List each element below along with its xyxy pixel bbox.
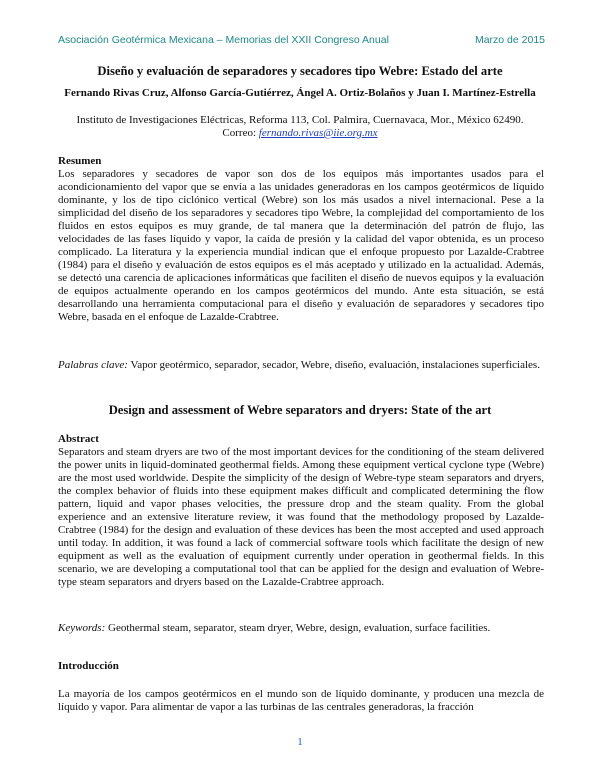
page-number: 1 <box>297 736 303 748</box>
email-label: Correo: <box>222 127 257 139</box>
paper-title-es: Diseño y evaluación de separadores y secadores tipo Webre: Estado del arte <box>97 64 503 78</box>
abstract-heading: Abstract <box>58 433 99 445</box>
resumen-body: Los separadores y secadores de vapor son dos de los equipos más importantes usados para el acondicionamiento del vapor que se envía a las unidades generadoras en los campos geotérmicos de líquido dominante, y los de tipo ciclónico vertical (Webre) son los más usados a nivel internacional. Pese a la simplicidad del diseño de los separadores y secadores tipo Webre, la complejidad del comportamiento de los fluidos en estos equipos es muy grande, de tal manera que la determinación del patrón de flujo, las velocidades de las fases líquido y vapor, la caída de presión y la calidad del vapor obtenida, es un proceso complicado. La literatura y la experiencia mundial indican que el enfoque propuesto por Lazalde-Crabtree (1984) para el diseño y evaluación de estos equipos es el más aceptado y utilizado en la actualidad. Además, se detectó una carencia de aplicaciones informáticas que faciliten el diseño de nuevos equipos y la evaluación de equipos actualmente operando en los campos geotérmicos del mundo. Ante esta situación, se está desarrollando una herramienta computacional para el diseño y evaluación de separadores y secadores tipo Webre, basada en el enfoque de Lazalde-Crabtree. <box>58 168 544 323</box>
palabras-clave-label: Palabras clave: <box>58 359 128 371</box>
paper-title-en: Design and assessment of Webre separators and dryers: State of the art <box>108 403 492 417</box>
affiliation: Instituto de Investigaciones Eléctricas, Reforma 113, Col. Palmira, Cuernavaca, Mor., México 62490. <box>76 114 524 126</box>
contact-line <box>30 127 570 139</box>
author-list: Fernando Rivas Cruz, Alfonso García-Gutiérrez, Ángel A. Ortiz-Bolaños y Juan I. Martínez-Estrella <box>64 87 536 99</box>
palabras-clave <box>58 359 544 372</box>
running-header <box>58 34 545 46</box>
email-link[interactable]: fernando.rivas@iie.org.mx <box>258 127 378 139</box>
introduccion-heading: Introducción <box>58 660 119 672</box>
abstract-body: Separators and steam dryers are two of the most important devices for the conditioning of the steam delivered the power units in liquid-dominated geothermal fields. Among these equipment vertical cyclone type (Webre) are the most used worldwide. Despite the simplicity of the design of Webre-type steam separators and dryers, the complex behavior of fluids into these equipment makes difficult and complicated determining the flow pattern, liquid and vapor phases velocities, the pressure drop and the steam quality. From the global experience and an extensive literature review, it was found that the methodology proposed by Lazalde-Crabtree (1984) for the design and evaluation of these devices has been the most accepted and used approach until today. In addition, it was found a lack of commercial software tools which facilitate the design of new equipment as well as the evaluation of equipment currently under operation in geothermal fields. In this scenario, we are developing a computational tool that can be applied for the design and evaluation of Webre-type steam separators and dryers based on the Lazalde-Crabtree approach. <box>58 446 544 588</box>
palabras-clave-text: Vapor geotérmico, separador, secador, Webre, diseño, evaluación, instalaciones superficiales. <box>127 359 540 371</box>
keywords-label: Keywords: <box>58 622 106 634</box>
header-conference: Asociación Geotérmica Mexicana – Memorias del XXII Congreso Anual <box>58 34 389 46</box>
header-date: Marzo de 2015 <box>474 34 545 46</box>
keywords <box>58 622 544 635</box>
resumen-heading: Resumen <box>58 155 102 167</box>
keywords-text: Geothermal steam, separator, steam dryer, Webre, design, evaluation, surface facilities. <box>105 622 491 634</box>
introduccion-body: La mayoría de los campos geotérmicos en el mundo son de líquido dominante, y producen una mezcla de líquido y vapor. Para alimentar de vapor a las turbinas de las centrales generadoras, la fracción <box>58 688 544 713</box>
